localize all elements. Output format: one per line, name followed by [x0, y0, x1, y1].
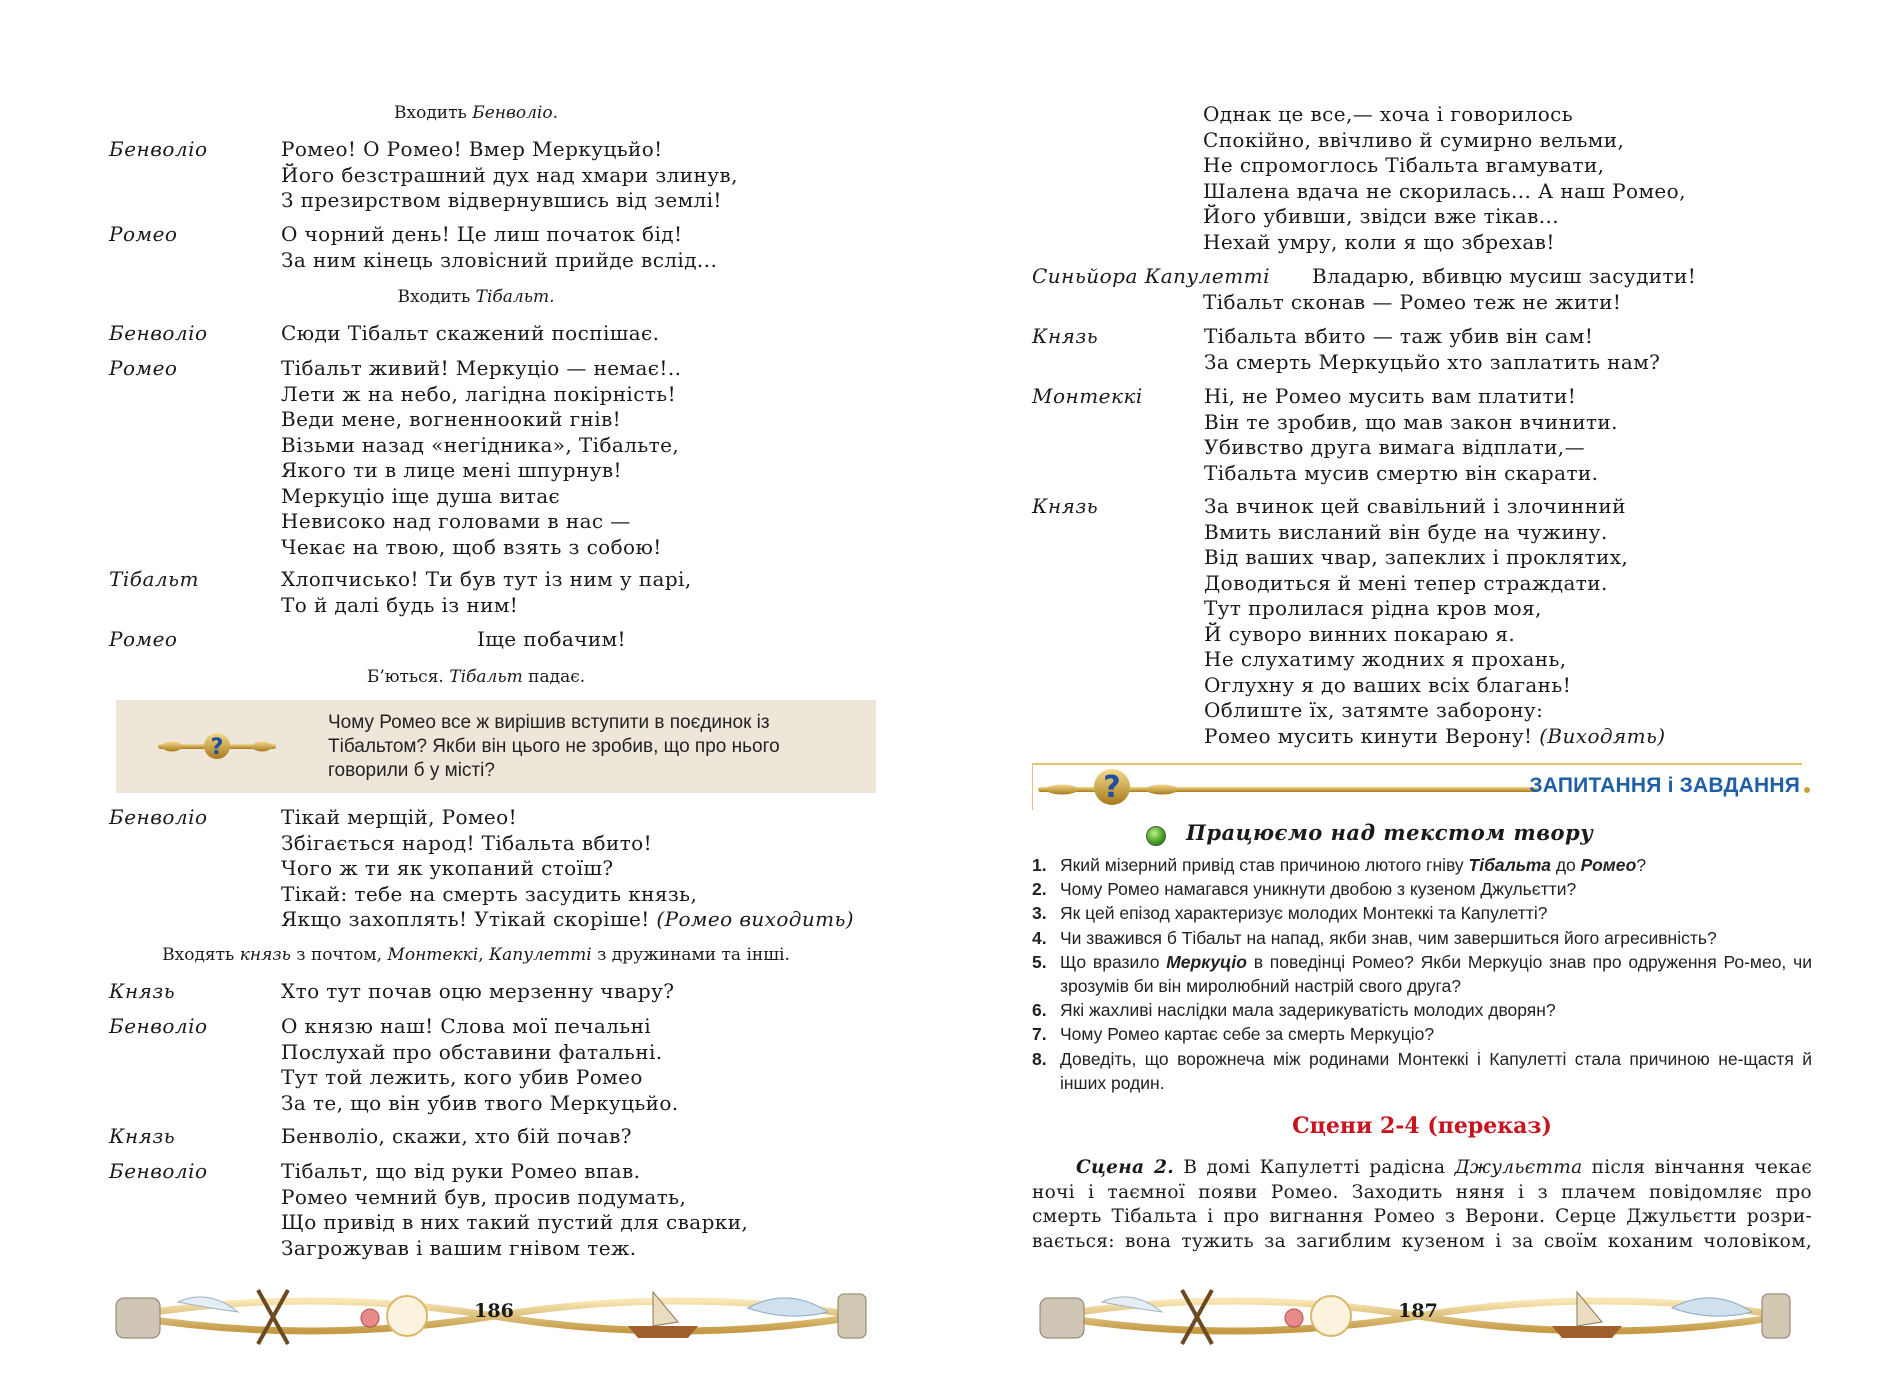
verse-line: Сюди Тібальт скажений поспішає.: [281, 321, 660, 345]
verse-line: О князю наш! Слова мої печальні: [281, 1014, 652, 1038]
question-item: 2. Чому Ромео намагався уникнути двобою з кузеном Джульєтти?: [1032, 879, 1577, 900]
svg-text:?: ?: [210, 735, 224, 760]
speaker-name: Князь: [1032, 324, 1099, 348]
verse-line: Й суворо винних покараю я.: [1204, 621, 1516, 646]
verse-line: Синьйора Капулетті Владарю, вбивцю мусиш засудити!: [1032, 264, 1697, 288]
speaker-name: Синьйора Капулетті: [1032, 264, 1271, 288]
questions-banner: [1032, 762, 1812, 812]
verse-line: Хлопчисько! Ти був тут із ним у парі,: [281, 567, 692, 591]
verse-line: Нехай умру, коли я що збрехав!: [1203, 229, 1555, 254]
verse-line: Не спромоглось Тібальта вгамувати,: [1203, 153, 1605, 177]
dialogue-prince-4: [1032, 494, 1666, 749]
verse-line: За ним кінець зловісний прийде вслід...: [281, 247, 718, 272]
speaker-name: Князь: [109, 1124, 176, 1148]
question-item: 6. Які жахливі наслідки мала задерикуватість молодих дворян?: [1032, 1000, 1556, 1021]
verse-line: Меркуціо іще душа витає: [281, 483, 561, 508]
verse-line: Бенволіо, скажи, хто бій почав?: [281, 1124, 632, 1148]
dialogue-benvolio-4: [109, 1014, 679, 1116]
speaker-name: Бенволіо: [109, 137, 208, 161]
speaker-name: Бенволіо: [109, 1014, 208, 1038]
question-item: 5. Що вразило Меркуціо в поведінці Ромео? Якби Меркуціо знав про одруження Ро-мео, чи зрозумів би він миролюбний настрій свого друга?: [1032, 951, 1812, 997]
dialogue-prince-1: [109, 979, 674, 1005]
speaker-name: Ромео: [109, 222, 178, 246]
stage-note: (Ромео виходить): [656, 907, 854, 931]
verse-line: Тібальт живий! Меркуціо — немає!..: [281, 356, 682, 380]
paragraph-line: ночі і таємної появи Ромео. Заходить няня і з плачем повідомляє про: [1032, 1181, 1812, 1203]
verse-line: О чорний день! Це лиш початок бід!: [281, 222, 683, 246]
verse-line: Тібальт, що від руки Ромео впав.: [281, 1159, 641, 1183]
question-item: 3. Як цей епізод характеризує молодих Монтеккі та Капулетті?: [1032, 903, 1548, 924]
verse-line: За смерть Меркуцьйо хто заплатить нам?: [1204, 349, 1661, 374]
verse-line: Тут той лежить, кого убив Ромео: [281, 1065, 643, 1089]
verse-line: Збігається народ! Тібальта вбито!: [281, 830, 653, 855]
verse-line: З презирством відвернувшись від землі!: [281, 188, 722, 212]
verse-line: Облиште їх, затямте заборону:: [1204, 698, 1544, 722]
verse-line: Він те зробив, що мав закон вчинити.: [1204, 409, 1618, 434]
verse-line: Оглухну я до ваших всіх благань!: [1204, 672, 1572, 697]
speaker-name: Бенволіо: [109, 321, 208, 345]
dialogue-benvolio-1: [109, 137, 738, 214]
verse-line: Ні, не Ромео мусить вам платити!: [1204, 384, 1577, 408]
svg-text:?: ?: [1103, 770, 1121, 805]
verse-line: Невисоко над головами в нас —: [281, 509, 631, 533]
scenes-heading: Сцени 2-4 (переказ): [1292, 1113, 1552, 1139]
questions-list: [1032, 853, 1812, 1095]
verse-line: Лети ж на небо, лагідна покірність!: [281, 381, 677, 406]
dialogue-romeo-3: [109, 627, 626, 653]
question-item: 1. Який мізерний привід став причиною лютого гніву Тібальта до Ромео?: [1032, 855, 1647, 875]
verse-line: Не слухатиму жодних я прохань,: [1204, 647, 1567, 671]
question-item: 4. Чи зважився б Тібальт на напад, якби знав, чим завершиться його агресивність?: [1032, 927, 1717, 948]
verse-line: Що привід в них такий пустий для сварки,: [281, 1210, 749, 1234]
verse-line: Ромео! О Ромео! Вмер Меркуцьйо!: [281, 137, 663, 161]
verse-line: Якщо захоплять! Утікай скоріше! (Ромео виходить): [281, 907, 854, 931]
verse-line: За те, що він убив твого Меркуцьйо.: [281, 1090, 679, 1115]
verse-line: Загрожував і вашим гнівом теж.: [281, 1235, 637, 1260]
dialogue-romeo-2: [109, 356, 681, 560]
speaker-name: Князь: [109, 979, 176, 1003]
dialogue-montague: [1032, 384, 1618, 486]
dialogue-romeo-1: [109, 222, 717, 273]
stage-note: (Виходять): [1539, 723, 1666, 748]
speaker-name: Ромео: [109, 627, 178, 651]
dialogue-lady-capulet: [1032, 264, 1696, 315]
verse-line: Його убивши, звідси вже тікав...: [1203, 204, 1560, 228]
verse-line: Убивство друга вимага відплати,—: [1204, 435, 1585, 459]
verse-line: За вчинок цей свавільний і злочинний: [1204, 494, 1626, 518]
dialogue-benvolio-5: [109, 1159, 748, 1261]
stage-direction: Входять князь з почтом, Монтеккі, Капулетті з дружинами та інші.: [162, 945, 790, 965]
dialogue-tybalt: [109, 567, 692, 618]
dialogue-prince-3: [1032, 324, 1660, 375]
verse-line: Чекає на твою, щоб взять з собою!: [281, 534, 662, 559]
verse-line: Його безстрашний дух над хмари злинув,: [281, 162, 738, 187]
green-bullet-icon: [1146, 826, 1166, 846]
verse-line: Тікай мерщій, Ромео!: [281, 805, 518, 829]
questions-title: ЗАПИТАННЯ і ЗАВДАННЯ: [1529, 774, 1800, 797]
speaker-name: Тібальт: [109, 567, 199, 591]
verse-line: Вмить висланий він буде на чужину.: [1204, 519, 1608, 544]
paragraph-line: вається: вона тужить за загиблим кузеном і за своїм коханим чоловіком,: [1032, 1230, 1812, 1252]
question-mark-icon: [158, 728, 276, 764]
paragraph-line: Сцена 2. В домі Капулетті радісна Джульєтта після вінчання чекає: [1076, 1157, 1812, 1178]
verse-line: Іще побачим!: [477, 627, 626, 651]
question-item: 8. Доведіть, що ворожнеча між родинами Монтеккі і Капулетті стала причиною не-щастя й інших родин.: [1032, 1048, 1812, 1093]
note-text: Чому Ромео все ж вирішив вступити в поєдинок із Тібальтом? Якби він цього не зробив, що про нього говорили б у місті?: [328, 712, 780, 781]
verse-line: Тут пролилася рідна кров моя,: [1204, 596, 1542, 620]
paragraph-line: смерть Тібальта і про вигнання Ромео з Верони. Серце Джульєтти розри-: [1032, 1206, 1812, 1227]
speaker-name: Монтеккі: [1032, 384, 1143, 408]
question-item: 7. Чому Ромео картає себе за смерть Меркуціо?: [1032, 1024, 1435, 1045]
verse-line: Тібальт сконав — Ромео теж не жити!: [1203, 289, 1622, 314]
verse-line: Послухай про обставини фатальні.: [281, 1039, 663, 1064]
dialogue-benvolio-3: [109, 805, 854, 933]
dialogue-prince-2: [109, 1124, 632, 1150]
verse-line: Ромео чемний був, просив подумать,: [281, 1184, 687, 1209]
verse-line: Однак це все,— хоча і говорилось: [1203, 102, 1574, 126]
verse-line: То й далі будь із ним!: [281, 592, 519, 617]
verse-line: Спокійно, ввічливо й сумирно вельми,: [1203, 127, 1625, 152]
stage-direction: Входить Тібальт.: [397, 287, 555, 307]
verse-line: Тібальта вбито — таж убив він сам!: [1204, 324, 1594, 348]
dialogue-benvolio-2: [109, 321, 659, 347]
speaker-name: Ромео: [109, 356, 178, 380]
stage-direction: Б’ються. Тібальт падає.: [366, 667, 586, 687]
page-number: 186: [474, 1300, 514, 1322]
page-footer-ornament: [1032, 1278, 1804, 1354]
verse-line: Веди мене, вогненноокий гнів!: [281, 407, 622, 431]
retelling-paragraph: [1032, 1156, 1812, 1254]
speaker-name: Бенволіо: [109, 805, 208, 829]
verse-line: Візьми назад «негідника», Тібальте,: [281, 432, 680, 457]
verse-line: Чого ж ти як укопаний стоїш?: [281, 856, 614, 880]
speaker-name: Бенволіо: [109, 1159, 208, 1183]
speaker-name: Князь: [1032, 494, 1099, 518]
verse-line: Ромео мусить кинути Верону! (Виходять): [1204, 723, 1666, 748]
verse-line: Тібальта мусив смертю він скарати.: [1204, 460, 1599, 485]
verse-line: Тікай: тебе на смерть засудить князь,: [281, 881, 698, 906]
stage-direction: Входить Бенволіо.: [394, 103, 558, 123]
verse-line: Хто тут почав оцю мерзенну чвару?: [281, 979, 675, 1003]
subheading: Працюємо над текстом твору: [1186, 820, 1594, 845]
dialogue-continued: [1203, 102, 1686, 255]
verse-line: Доводиться й мені тепер страждати.: [1204, 570, 1608, 595]
question-note-box: [116, 700, 876, 793]
verse-line: Шалена вдача не скорилась... А наш Ромео,: [1203, 178, 1686, 203]
verse-line: Якого ти в лице мені шпурнув!: [281, 458, 622, 482]
page-footer-ornament: [108, 1278, 880, 1354]
verse-line: Від ваших чвар, запеклих і проклятих,: [1204, 545, 1629, 569]
page-number: 187: [1398, 1300, 1438, 1322]
